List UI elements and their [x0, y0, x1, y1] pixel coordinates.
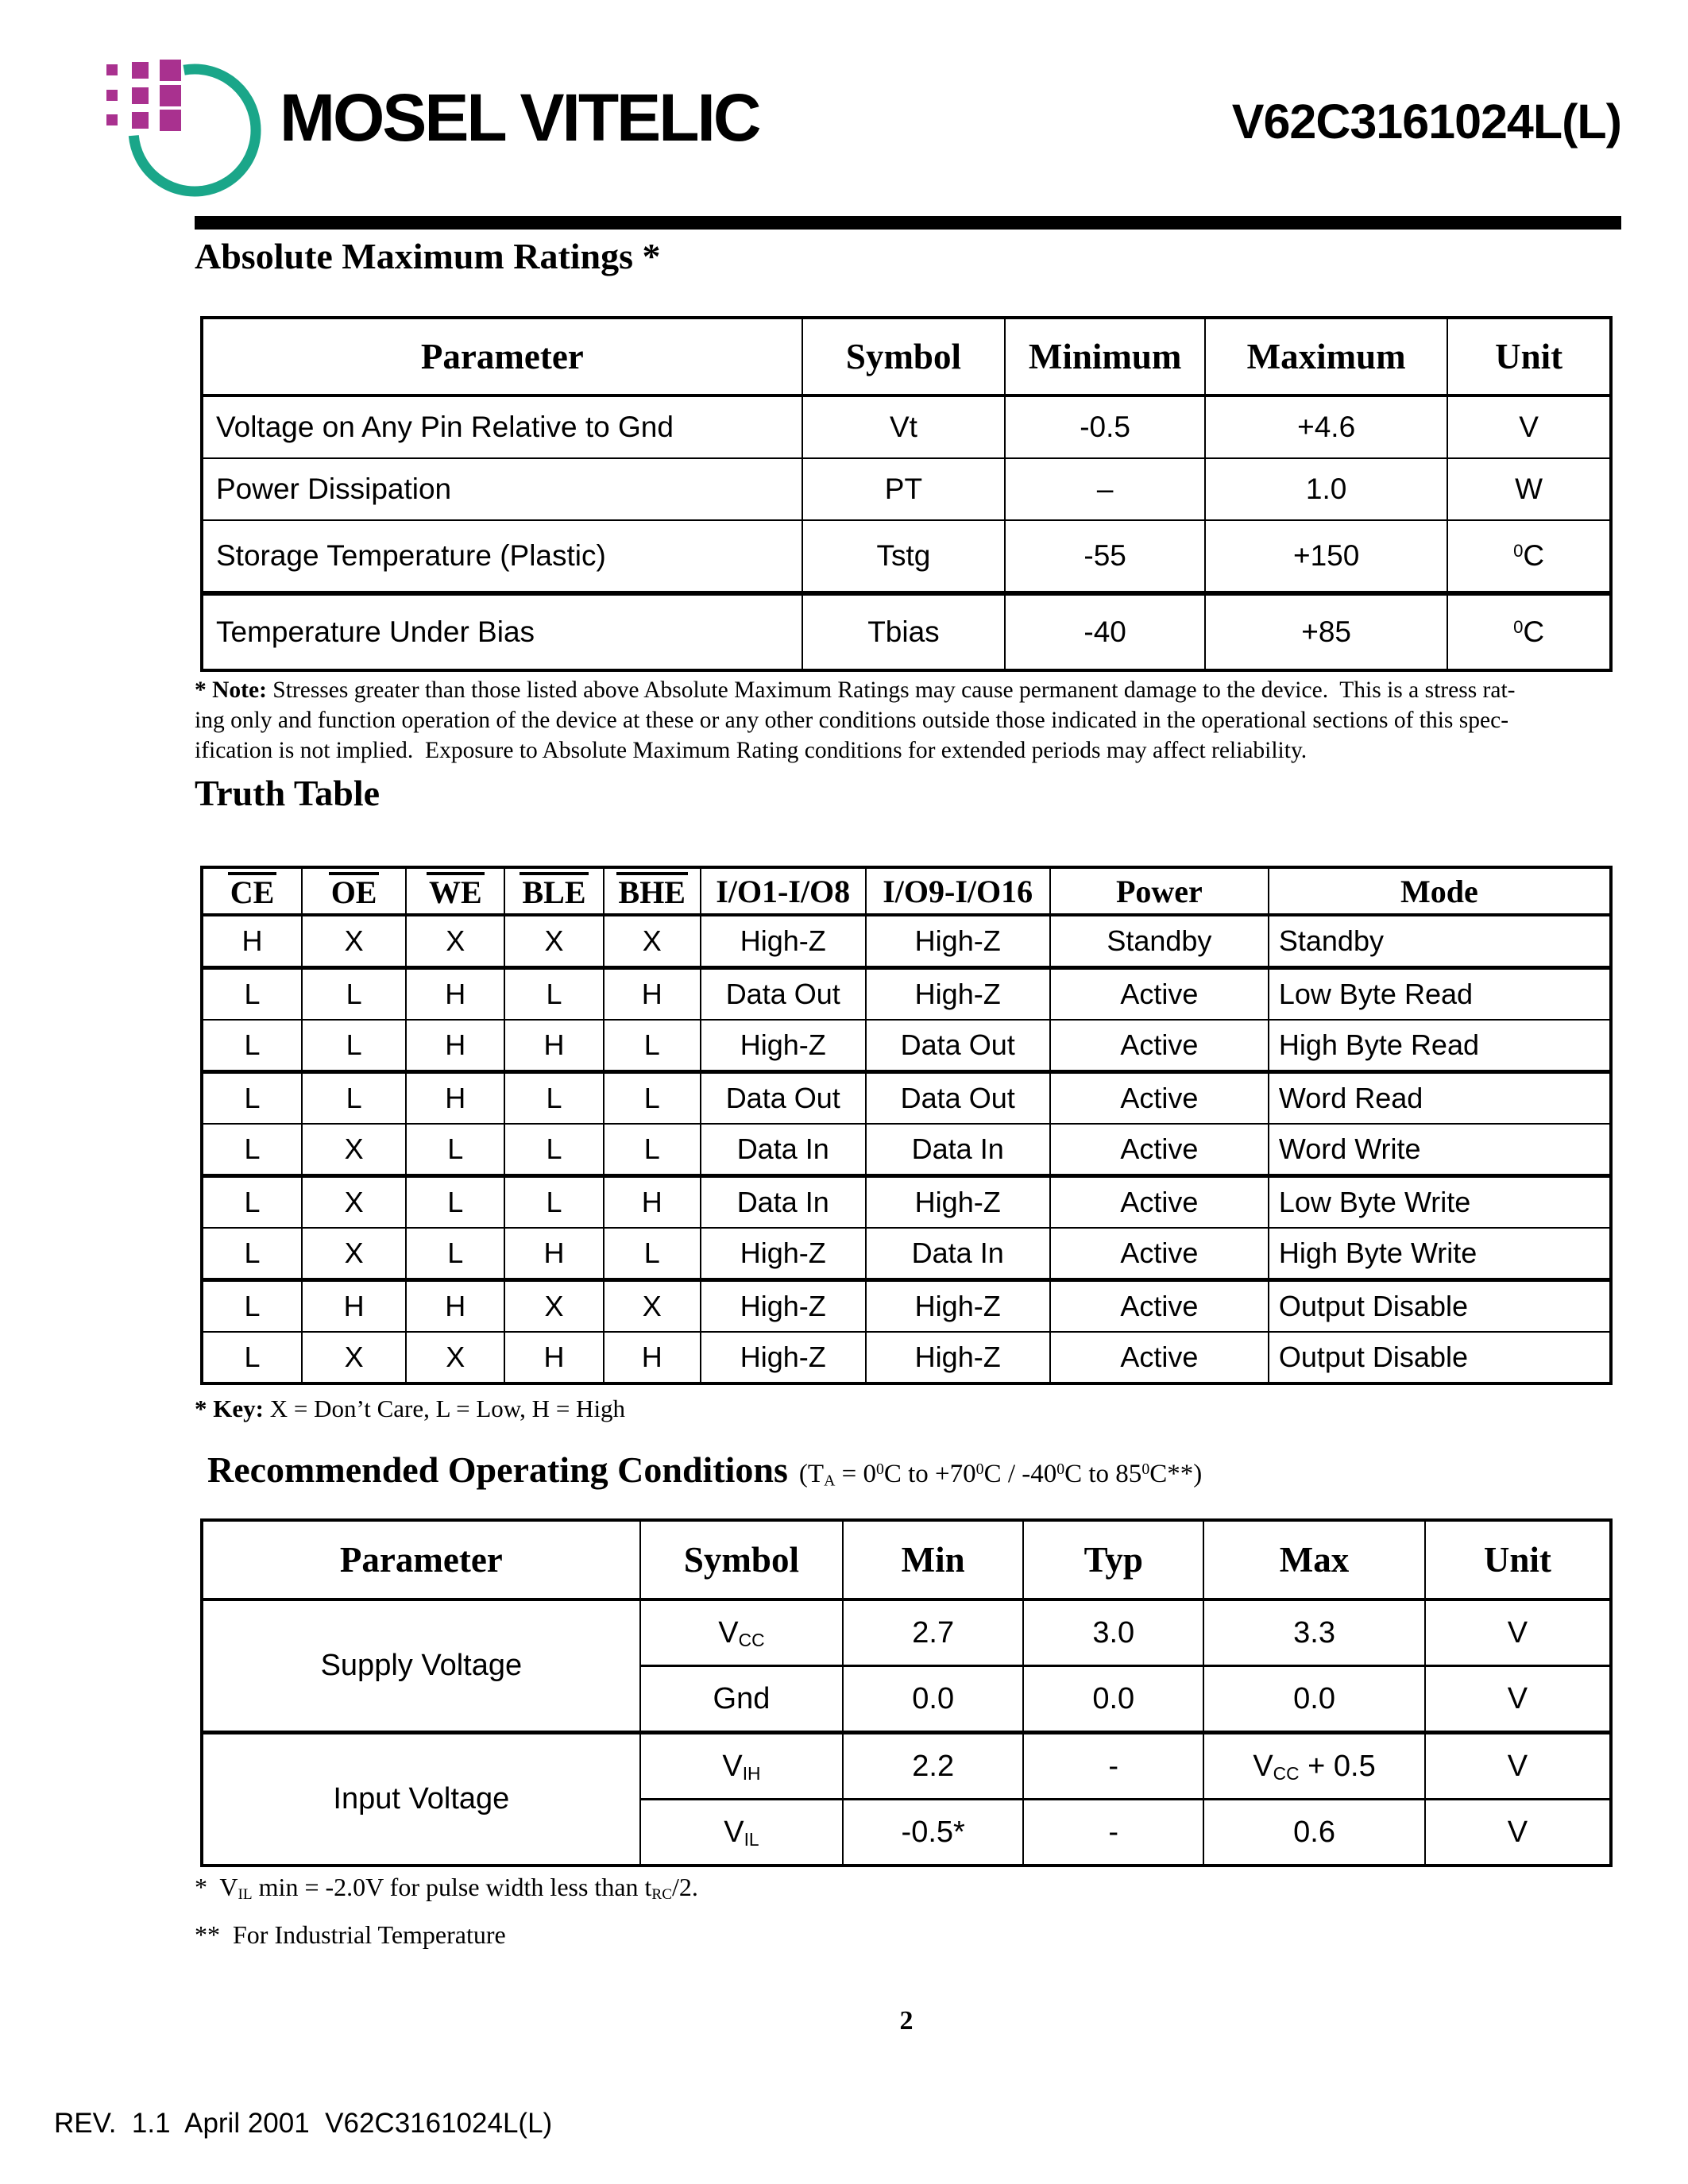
truth-cell: X	[406, 915, 504, 968]
table-row	[202, 1124, 1611, 1176]
roc-cell-min: 2.7	[843, 1599, 1023, 1666]
amr-section-title: Absolute Maximum Ratings *	[195, 236, 661, 276]
truth-cell: L	[202, 1176, 302, 1229]
roc-cell-unit: V	[1425, 1800, 1611, 1866]
roc-cell-unit: V	[1425, 1733, 1611, 1800]
amr-note-line1: Stresses greater than those listed above Absolute Maximum Ratings may cause permanent damage to the device. This is a stress rat-	[266, 677, 1516, 703]
truth-cell: L	[302, 968, 406, 1021]
truth-cell: Active	[1050, 1020, 1269, 1072]
table-row	[202, 1020, 1611, 1072]
truth-cell: Standby	[1050, 915, 1269, 968]
truth-cell: L	[202, 1332, 302, 1383]
mosel-vitelic-logo	[56, 29, 286, 219]
truth-cell: H	[604, 1332, 701, 1383]
truth-cell: Active	[1050, 968, 1269, 1021]
truth-cell: X	[302, 1228, 406, 1280]
table-row	[202, 1280, 1611, 1333]
amr-cell-parameter: Temperature Under Bias	[202, 593, 802, 670]
truth-cell: H	[202, 915, 302, 968]
amr-cell-minimum: -40	[1005, 593, 1205, 670]
roc-cell-typ: -	[1023, 1800, 1203, 1866]
truth-cell: Data In	[701, 1124, 866, 1176]
amr-cell-unit: $^0$C	[1447, 520, 1611, 593]
roc-col-max: Max	[1203, 1520, 1425, 1599]
truth-cell: Active	[1050, 1176, 1269, 1229]
amr-table-body	[202, 396, 1611, 670]
truth-cell: H	[406, 968, 504, 1021]
amr-cell-minimum: -55	[1005, 520, 1205, 593]
roc-col-parameter: Parameter	[202, 1520, 640, 1599]
truth-cell: High-Z	[701, 915, 866, 968]
truth-cell: L	[202, 1072, 302, 1125]
truth-cell: X	[504, 1280, 603, 1333]
amr-cell-maximum: +4.6	[1205, 396, 1447, 458]
table-row	[202, 1072, 1611, 1125]
truth-cell: Output Disable	[1269, 1280, 1611, 1333]
truth-key-note	[195, 1395, 625, 1423]
truth-cell: H	[604, 1176, 701, 1229]
truth-cell: H	[302, 1280, 406, 1333]
truth-cell: High-Z	[866, 1332, 1050, 1383]
truth-cell: Data Out	[866, 1072, 1050, 1125]
roc-col-symbol: Symbol	[640, 1520, 843, 1599]
roc-header-row	[202, 1520, 1611, 1599]
truth-cell: L	[406, 1228, 504, 1280]
table-row	[202, 1599, 1611, 1666]
roc-cell-max: 0.6	[1203, 1800, 1425, 1866]
amr-cell-maximum: +150	[1205, 520, 1447, 593]
truth-cell: L	[504, 1124, 603, 1176]
truth-cell: High-Z	[866, 915, 1050, 968]
roc-col-min: Min	[843, 1520, 1023, 1599]
truth-cell: Data Out	[701, 968, 866, 1021]
roc-footnote-1: * $V_{IL}$ min = -2.0V for pulse width less than $t_{RC}/2$.	[195, 1873, 698, 1904]
amr-cell-minimum: -0.5	[1005, 396, 1205, 458]
truth-cell: L	[604, 1124, 701, 1176]
truth-cell: Low Byte Write	[1269, 1176, 1611, 1229]
roc-cell-symbol: $V_{IH}$	[640, 1733, 843, 1800]
truth-cell: Low Byte Read	[1269, 968, 1611, 1021]
truth-cell: Output Disable	[1269, 1332, 1611, 1383]
truth-cell: L	[504, 1072, 603, 1125]
table-row	[202, 593, 1611, 670]
amr-cell-maximum: +85	[1205, 593, 1447, 670]
roc-cell-min: -0.5*	[843, 1800, 1023, 1866]
truth-cell: L	[202, 1228, 302, 1280]
truth-cell: High Byte Read	[1269, 1020, 1611, 1072]
amr-col-parameter: Parameter	[202, 318, 802, 396]
truth-cell: L	[504, 1176, 603, 1229]
truth-cell: L	[202, 1280, 302, 1333]
truth-cell: Word Read	[1269, 1072, 1611, 1125]
truth-cell: High-Z	[866, 1176, 1050, 1229]
truth-table-title: Truth Table	[195, 773, 380, 813]
roc-cell-parameter: Supply Voltage	[202, 1599, 640, 1733]
truth-cell: High-Z	[701, 1020, 866, 1072]
table-row	[202, 458, 1611, 520]
header-rule	[195, 216, 1621, 230]
amr-col-minimum: Minimum	[1005, 318, 1205, 396]
roc-cell-symbol: Gnd	[640, 1666, 843, 1733]
truth-cell: High Byte Write	[1269, 1228, 1611, 1280]
truth-header-cell: CE	[202, 867, 302, 915]
logo-ring-icon	[133, 69, 256, 191]
truth-cell: High-Z	[866, 968, 1050, 1021]
table-row	[202, 1332, 1611, 1383]
roc-table-body	[202, 1599, 1611, 1866]
truth-cell: L	[604, 1072, 701, 1125]
truth-cell: Data In	[866, 1124, 1050, 1176]
roc-table	[200, 1518, 1613, 1867]
table-row	[202, 396, 1611, 458]
roc-section-heading	[195, 1434, 1202, 1505]
truth-header-cell: BLE	[504, 867, 603, 915]
roc-title: Recommended Operating Conditions	[207, 1449, 788, 1490]
brand-name: MOSEL VITELIC	[280, 80, 759, 155]
amr-header-row	[202, 318, 1611, 396]
truth-cell: X	[302, 1124, 406, 1176]
truth-cell: Active	[1050, 1332, 1269, 1383]
truth-cell: Active	[1050, 1228, 1269, 1280]
page-number: 2	[899, 2006, 914, 2035]
amr-cell-maximum: 1.0	[1205, 458, 1447, 520]
roc-cell-parameter: Input Voltage	[202, 1733, 640, 1866]
truth-cell: X	[302, 1176, 406, 1229]
footer-revision: REV. 1.1 April 2001 V62C3161024L(L)	[54, 2108, 553, 2139]
logo-squares-icon	[106, 60, 181, 131]
truth-cell: L	[302, 1072, 406, 1125]
roc-cell-unit: V	[1425, 1666, 1611, 1733]
truth-cell: H	[406, 1072, 504, 1125]
amr-cell-unit: W	[1447, 458, 1611, 520]
truth-cell: H	[406, 1020, 504, 1072]
amr-col-unit: Unit	[1447, 318, 1611, 396]
truth-cell: L	[604, 1228, 701, 1280]
amr-col-maximum: Maximum	[1205, 318, 1447, 396]
truth-cell: Active	[1050, 1280, 1269, 1333]
amr-col-symbol: Symbol	[802, 318, 1005, 396]
truth-header-cell: I/O1-I/O8	[701, 867, 866, 915]
amr-cell-parameter: Storage Temperature (Plastic)	[202, 520, 802, 593]
truth-cell: High-Z	[701, 1332, 866, 1383]
truth-header-cell: Mode	[1269, 867, 1611, 915]
truth-cell: H	[406, 1280, 504, 1333]
truth-cell: X	[604, 915, 701, 968]
truth-header-cell: WE	[406, 867, 504, 915]
truth-cell: Data In	[866, 1228, 1050, 1280]
truth-cell: H	[504, 1228, 603, 1280]
roc-col-unit: Unit	[1425, 1520, 1611, 1599]
truth-table-body	[202, 915, 1611, 1383]
table-row	[202, 968, 1611, 1021]
truth-cell: L	[202, 1124, 302, 1176]
truth-cell: Active	[1050, 1072, 1269, 1125]
roc-footnote-2: ** For Industrial Temperature	[195, 1920, 506, 1949]
truth-key-text: X = Don’t Care, L = Low, H = High	[263, 1395, 626, 1422]
roc-cell-typ: 0.0	[1023, 1666, 1203, 1733]
table-row	[202, 1733, 1611, 1800]
truth-cell: Data In	[701, 1176, 866, 1229]
table-row	[202, 1176, 1611, 1229]
amr-cell-symbol: PT	[802, 458, 1005, 520]
roc-cell-unit: V	[1425, 1599, 1611, 1666]
truth-cell: High-Z	[701, 1228, 866, 1280]
truth-cell: L	[504, 968, 603, 1021]
amr-table	[200, 316, 1613, 672]
amr-cell-unit: $^0$C	[1447, 593, 1611, 670]
truth-header-cell: OE	[302, 867, 406, 915]
truth-cell: X	[302, 915, 406, 968]
roc-col-typ: Typ	[1023, 1520, 1203, 1599]
amr-cell-parameter: Power Dissipation	[202, 458, 802, 520]
amr-note-prefix: * Note:	[195, 677, 267, 703]
roc-cell-symbol: $V_{CC}$	[640, 1599, 843, 1666]
truth-cell: X	[302, 1332, 406, 1383]
roc-cell-max: 0.0	[1203, 1666, 1425, 1733]
truth-cell: High-Z	[701, 1280, 866, 1333]
truth-cell: Standby	[1269, 915, 1611, 968]
truth-cell: Active	[1050, 1124, 1269, 1176]
roc-cell-max: $V_{CC} + 0.5$	[1203, 1733, 1425, 1800]
truth-header-cell: BHE	[604, 867, 701, 915]
truth-cell: H	[504, 1332, 603, 1383]
amr-cell-minimum: –	[1005, 458, 1205, 520]
truth-cell: L	[302, 1020, 406, 1072]
table-row	[202, 915, 1611, 968]
truth-cell: High-Z	[866, 1280, 1050, 1333]
truth-table	[200, 866, 1613, 1385]
roc-cell-typ: -	[1023, 1733, 1203, 1800]
truth-cell: L	[202, 1020, 302, 1072]
truth-cell: L	[406, 1124, 504, 1176]
roc-cell-typ: 3.0	[1023, 1599, 1203, 1666]
truth-cell: L	[202, 968, 302, 1021]
roc-cell-symbol: $V_{IL}$	[640, 1800, 843, 1866]
amr-note-line3: ification is not implied. Exposure to Absolute Maximum Rating conditions for extended periods may affect reliability.	[195, 738, 1308, 763]
roc-cell-min: 0.0	[843, 1666, 1023, 1733]
truth-cell: X	[504, 915, 603, 968]
truth-cell: X	[604, 1280, 701, 1333]
truth-cell: Word Write	[1269, 1124, 1611, 1176]
amr-note	[195, 675, 1516, 766]
truth-header-row	[202, 867, 1611, 915]
truth-cell: L	[406, 1176, 504, 1229]
roc-cell-max: 3.3	[1203, 1599, 1425, 1666]
truth-cell: X	[406, 1332, 504, 1383]
amr-cell-symbol: Tbias	[802, 593, 1005, 670]
amr-note-line2: ing only and function operation of the device at these or any other conditions outside those indicated in the operational sections of this spec-	[195, 708, 1509, 733]
truth-cell: H	[504, 1020, 603, 1072]
truth-header-cell: Power	[1050, 867, 1269, 915]
table-row	[202, 1228, 1611, 1280]
truth-key-prefix: * Key:	[195, 1395, 264, 1422]
truth-cell: L	[604, 1020, 701, 1072]
truth-header-cell: I/O9-I/O16	[866, 867, 1050, 915]
part-number: V62C3161024L(L)	[1231, 95, 1621, 149]
amr-cell-symbol: Tstg	[802, 520, 1005, 593]
roc-subtitle: ($T_A = 0^0C$ to $+70^0C / -40^0C$ to $85^0C**$)	[798, 1460, 1203, 1490]
truth-cell: Data Out	[866, 1020, 1050, 1072]
roc-cell-min: 2.2	[843, 1733, 1023, 1800]
amr-cell-unit: V	[1447, 396, 1611, 458]
truth-cell: Data Out	[701, 1072, 866, 1125]
amr-cell-symbol: Vt	[802, 396, 1005, 458]
truth-cell: H	[604, 968, 701, 1021]
table-row	[202, 520, 1611, 593]
amr-cell-parameter: Voltage on Any Pin Relative to Gnd	[202, 396, 802, 458]
